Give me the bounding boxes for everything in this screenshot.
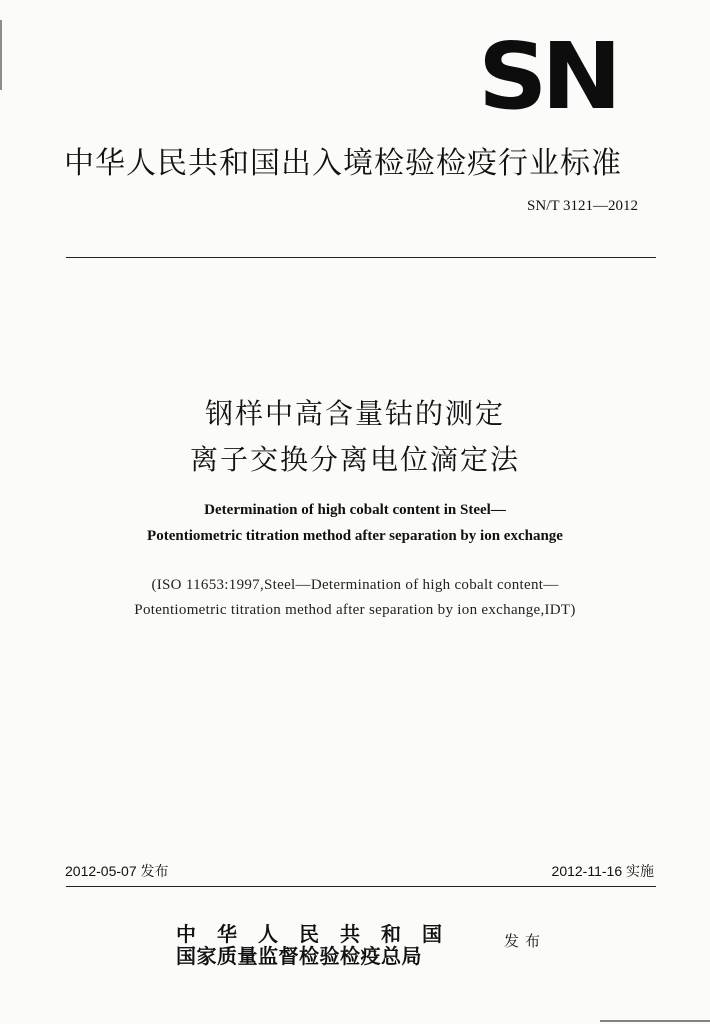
title-cn-line1: 钢样中高含量钴的测定 xyxy=(204,397,505,430)
iso-reference-line1: (ISO 11653:1997,Steel—Determination of high cobalt content— xyxy=(151,577,559,593)
scan-edge-line xyxy=(600,1020,710,1022)
title-en-line2: Potentiometric titration method after separation by ion exchange xyxy=(147,528,563,544)
publish-label: 发布 xyxy=(504,932,547,950)
scan-edge-mark xyxy=(0,20,8,90)
iso-reference-line2: Potentiometric titration method after separation by ion exchange,IDT) xyxy=(134,602,576,618)
issue-date: 2012-05-07 发布 xyxy=(65,863,169,879)
publisher-line2: 国家质量监督检验检疫总局 xyxy=(176,944,422,968)
publisher-line1: 中华人民共和国 xyxy=(176,922,463,946)
title-en-line1: Determination of high cobalt content in Steel— xyxy=(204,502,506,518)
org-title: 中华人民共和国出入境检验检疫行业标准 xyxy=(64,146,622,181)
title-cn-line2: 离子交换分离电位滴定法 xyxy=(189,443,520,476)
header-divider xyxy=(66,257,656,258)
sn-logo: SN xyxy=(478,23,616,130)
standard-code: SN/T 3121—2012 xyxy=(527,198,638,214)
footer-divider xyxy=(66,886,656,887)
implementation-date: 2012-11-16 实施 xyxy=(551,863,654,879)
